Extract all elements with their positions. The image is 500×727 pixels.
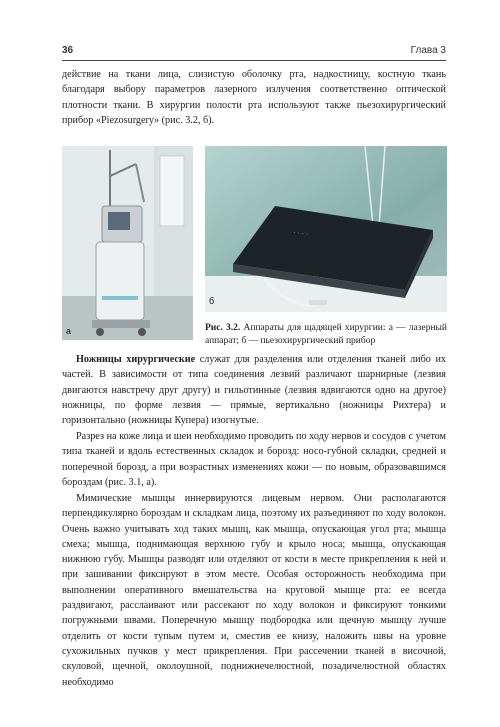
paragraph-incision: Разрез на коже лица и шеи необходимо проводить по ходу нервов и сосудов с учетом типа тканей и вдоль естественных складок и борозд: носо-губной складки, средней и поперечной борозд, а при возрастных изменениях кожи — по новым, образовавшимся бороздам (рис. 3.1, а). [62,431,446,488]
running-header [62,45,446,59]
header-rule [62,60,446,61]
page-number: 36 [62,45,74,56]
paragraph-mimic-muscles: Мимические мышцы иннервируются лицевым нервом. Они располагаются перпендикулярно бороздам и складкам лица, поэтому их разъединяют по ходу волокон. Очень важно учитывать ход таких мышц, как мышца, опускающая угол рта; мышца смеха; мышца, поднимающая верхнюю губу и крыло носа; мышца, опускающая нижнюю губу. Мышцы разводят или отделяют от кости в месте прикрепления к ней и при зашивании фиксируют в этом месте. Особая осторожность необходима при выполнении оперативного вмешательства на круговой мышце рта: ее всегда раздвигают, расслаивают или рассекают по ходу волокон и фиксируют тонкими погружными швами. Поперечную мышцу подбородка или щечную мышцу лучше отделить от кости тупым путем и, сместив ее книзу, наложить швы на уровне сухожильных пучков у мест прикрепления. При рассечении тканей в височной, скуловой, щечной, околоушной, поднижнечелюстной, позадичелюстной областях необходимо [62,493,446,688]
figure-photo-b-piezosurgery-device [205,146,447,312]
svg-text:· · · ·: · · · · [292,229,309,239]
figure-caption-text: Аппараты для щадящей хирургии: а — лазерный аппарат; б — пьезохирургический прибор [205,323,447,346]
laser-apparatus-illustration [62,146,193,340]
paragraph-scissors [62,352,446,428]
paragraph-scissors-text: служат для разделения или отделения тканей либо их частей. В зависимости от типа соединения лезвий различают шарнирные (лезвия двигаются навстречу друг другу) и гильотинные (лезвия вдвигаются одно на другое) ножницы, по форме лезвия — прямые, вертикально (ножницы Рихтера) и горизонтально (ножницы Купера) изогнутые. [62,354,447,427]
top-paragraph: действие на ткани лица, слизистую оболочку рта, надкостницу, костную ткань благодаря выбору параметров лазерного излучения соответственно оптической плотности ткани. В хирургии полости рта используют также пьезохирургический прибор «Piezosurgery» (рис. 3.2, б). [62,69,446,126]
piezosurgery-device-illustration [205,146,447,312]
figure-caption-number: Рис. 3.2. [205,323,241,333]
term-scissors: Ножницы хирургические [76,354,196,365]
figure-label-b: б [209,296,215,306]
figure-label-a: а [66,326,72,336]
chapter-title: Глава 3 [410,45,446,56]
figure-caption [205,322,447,348]
figure-photo-a-laser-apparatus [62,146,193,340]
